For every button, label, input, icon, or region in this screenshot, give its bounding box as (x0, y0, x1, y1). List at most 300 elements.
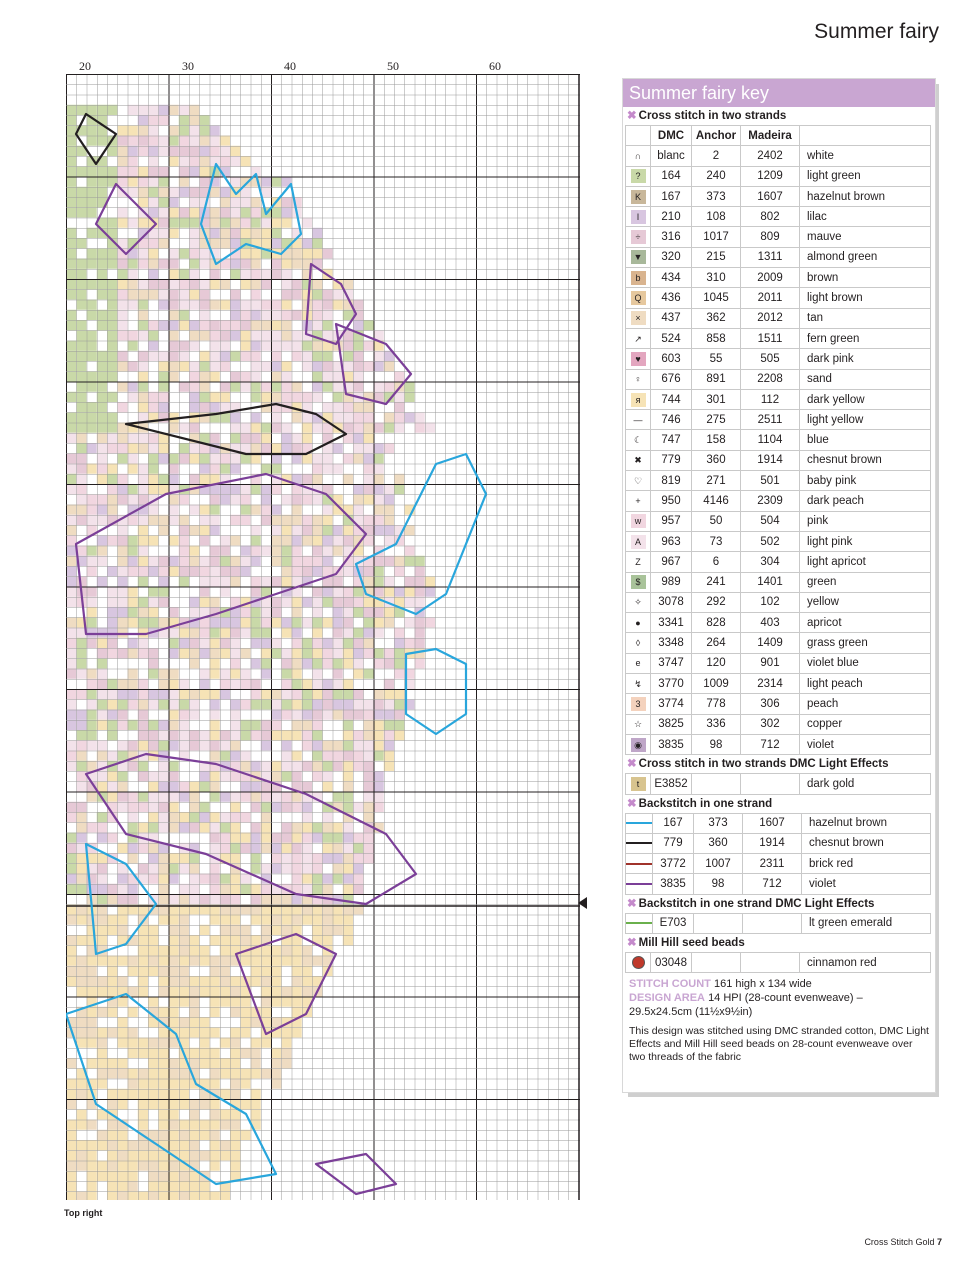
stitch-cell (148, 505, 158, 515)
stitch-cell (107, 1120, 117, 1130)
stitch-cell (322, 771, 332, 781)
stitch-cell (363, 720, 373, 730)
stitch-cell (333, 740, 343, 750)
stitch-cell (128, 597, 138, 607)
stitch-cell (169, 720, 179, 730)
stitch-cell (128, 1140, 138, 1150)
stitch-cell (240, 1079, 250, 1089)
dmc-cell: 437 (651, 308, 692, 328)
stitch-cell (199, 361, 209, 371)
stitch-cell (281, 658, 291, 668)
dmc-cell: 967 (651, 552, 692, 572)
stitch-cell (128, 1150, 138, 1160)
stitch-cell (76, 464, 86, 474)
stitch-cell (87, 986, 97, 996)
bead-code-cell: 03048 (651, 952, 692, 972)
stitch-cell (292, 648, 302, 658)
anchor-cell: 828 (692, 613, 741, 633)
stitch-cell (158, 402, 168, 412)
stitch-cell (97, 1079, 107, 1089)
stitch-cell (158, 371, 168, 381)
stitch-cell (210, 576, 220, 586)
center-marker-arrow-icon (578, 897, 587, 909)
stitch-cell (251, 279, 261, 289)
stitch-cell (230, 197, 240, 207)
stitch-cell (66, 1140, 76, 1150)
stitch-cell (107, 915, 117, 925)
stitch-cell (415, 576, 425, 586)
stitch-cell (210, 792, 220, 802)
stitch-cell (189, 320, 199, 330)
thread-symbol-cell (626, 430, 651, 450)
bead-symbol-cell (626, 952, 651, 972)
stitch-cell (199, 1038, 209, 1048)
stitch-cell (251, 546, 261, 556)
anchor-cell: 373 (694, 813, 743, 833)
stitch-cell (148, 966, 158, 976)
backstitch-line-icon (626, 822, 652, 824)
stitch-cell (179, 166, 189, 176)
stitch-cell (97, 515, 107, 525)
stitch-cell (220, 453, 230, 463)
stitch-cell (353, 361, 363, 371)
stitch-cell (230, 177, 240, 187)
stitch-cell (220, 915, 230, 925)
stitch-cell (158, 1120, 168, 1130)
stitch-cell (158, 812, 168, 822)
section-x-icon: ✖ (627, 897, 637, 910)
thread-symbol-cell (626, 410, 651, 430)
stitch-cell (76, 207, 86, 217)
stitch-cell (97, 894, 107, 904)
stitch-cell (240, 699, 250, 709)
stitch-cell (87, 597, 97, 607)
stitch-cell (66, 638, 76, 648)
stitch-cell (199, 371, 209, 381)
stitch-cell (107, 976, 117, 986)
stitch-cell (128, 218, 138, 228)
stitch-cell (107, 371, 117, 381)
stitch-cell (302, 812, 312, 822)
stitch-cell (97, 546, 107, 556)
stitch-cell (251, 915, 261, 925)
stitch-cell (199, 289, 209, 299)
stitch-cell (169, 464, 179, 474)
stitch-cell (66, 853, 76, 863)
stitch-cell (117, 751, 127, 761)
color-name-cell: blue (800, 430, 931, 450)
stitch-cell (158, 730, 168, 740)
stitch-cell (220, 146, 230, 156)
stitch-cell (333, 587, 343, 597)
stitch-cell (251, 792, 261, 802)
dmc-cell: 676 (651, 369, 692, 389)
stitch-cell (66, 1191, 76, 1200)
stitch-cell (97, 935, 107, 945)
stitch-cell (281, 310, 291, 320)
stitch-cell (76, 966, 86, 976)
stitch-cell (292, 945, 302, 955)
stitch-cell (148, 587, 158, 597)
stitch-cell (261, 833, 271, 843)
stitch-cell (117, 617, 127, 627)
stitch-cell (189, 1058, 199, 1068)
anchor-cell (692, 952, 741, 972)
stitch-cell (179, 925, 189, 935)
stitch-cell (117, 884, 127, 894)
stitch-cell (179, 443, 189, 453)
anchor-cell: 858 (692, 328, 741, 348)
stitch-cell (292, 628, 302, 638)
stitch-cell (271, 546, 281, 556)
stitch-cell (138, 105, 148, 115)
stitch-cell (292, 597, 302, 607)
thread-symbol-cell (626, 471, 651, 491)
stitch-cell (220, 997, 230, 1007)
stitch-cell (302, 945, 312, 955)
stitch-cell (158, 218, 168, 228)
stitch-cell (66, 966, 76, 976)
stitch-cell (292, 443, 302, 453)
stitch-cell (107, 433, 117, 443)
thread-symbol-icon: ∩ (631, 149, 646, 163)
stitch-cell (158, 740, 168, 750)
stitch-cell (158, 136, 168, 146)
stitch-cell (353, 607, 363, 617)
stitch-cell (138, 392, 148, 402)
stitch-cell (374, 556, 384, 566)
stitch-cell (363, 597, 373, 607)
stitch-cell (251, 689, 261, 699)
stitch-cell (251, 361, 261, 371)
stitch-cell (169, 669, 179, 679)
stitch-cell (271, 556, 281, 566)
stitch-cell (189, 597, 199, 607)
stitch-cell (292, 638, 302, 648)
stitch-cell (138, 843, 148, 853)
stitch-cell (220, 566, 230, 576)
stitch-cell (76, 1120, 86, 1130)
stitch-cell (138, 1109, 148, 1119)
stitch-cell (353, 638, 363, 648)
stitch-cell (271, 689, 281, 699)
stitch-cell (384, 720, 394, 730)
stitch-cell (353, 505, 363, 515)
color-name-cell: light apricot (800, 552, 931, 572)
stitch-cell (138, 566, 148, 576)
stitch-cell (251, 371, 261, 381)
stitch-cell (322, 546, 332, 556)
stitch-cell (261, 792, 271, 802)
stitch-cell (76, 341, 86, 351)
stitch-cell (117, 843, 127, 853)
madeira-cell (743, 913, 802, 933)
dmc-cell: E3852 (651, 774, 692, 794)
stitch-cell (179, 1140, 189, 1150)
color-name-cell: violet blue (800, 653, 931, 673)
stitch-cell (374, 464, 384, 474)
stitch-cell (363, 648, 373, 658)
stitch-cell (199, 679, 209, 689)
stitch-cell (281, 330, 291, 340)
backstitch-row (626, 813, 931, 833)
stitch-cell (138, 166, 148, 176)
stitch-cell (158, 1171, 168, 1181)
madeira-cell: 504 (741, 511, 800, 531)
stitch-cell (158, 351, 168, 361)
stitch-cell (210, 915, 220, 925)
stitch-cell (353, 433, 363, 443)
stitch-cell (261, 802, 271, 812)
stitch-cell (292, 310, 302, 320)
stitch-cell (343, 740, 353, 750)
stitch-cell (384, 382, 394, 392)
stitch-cell (240, 669, 250, 679)
thread-symbol-icon: × (631, 311, 646, 325)
stitch-cell (292, 382, 302, 392)
dmc-cell: 164 (651, 166, 692, 186)
stitch-cell (179, 853, 189, 863)
color-name-cell: apricot (800, 613, 931, 633)
stitch-cell (87, 546, 97, 556)
stitch-cell (240, 494, 250, 504)
stitch-cell (97, 464, 107, 474)
color-name-cell: hazelnut brown (800, 186, 931, 206)
stitch-cell (210, 843, 220, 853)
stitch-cell (66, 874, 76, 884)
stitch-cell (158, 863, 168, 873)
stitch-cell (158, 474, 168, 484)
thread-row (626, 491, 931, 511)
stitch-cell (169, 986, 179, 996)
anchor-cell: 360 (692, 450, 741, 470)
stitch-cell (302, 351, 312, 361)
stitch-cell (322, 464, 332, 474)
dmc-cell: 3348 (651, 633, 692, 653)
stitch-cell (179, 935, 189, 945)
beads-table (625, 952, 931, 973)
stitch-cell (117, 1140, 127, 1150)
stitch-cell (261, 1007, 271, 1017)
stitch-cell (117, 710, 127, 720)
stitch-cell (107, 956, 117, 966)
stitch-cell (169, 781, 179, 791)
stitch-cell (312, 833, 322, 843)
stitch-cell (107, 494, 117, 504)
stitch-cell (189, 638, 199, 648)
madeira-cell: 1914 (741, 450, 800, 470)
stitch-cell (230, 382, 240, 392)
stitch-cell (158, 720, 168, 730)
stitch-cell (230, 218, 240, 228)
stitch-cell (179, 207, 189, 217)
stitch-cell (97, 453, 107, 463)
stitch-cell (210, 207, 220, 217)
dmc-cell: 744 (651, 389, 692, 409)
stitch-cell (312, 956, 322, 966)
stitch-cell (271, 576, 281, 586)
stitch-cell (343, 412, 353, 422)
stitch-cell (169, 259, 179, 269)
stitch-cell (117, 361, 127, 371)
stitch-cell (240, 1007, 250, 1017)
stitch-cell (87, 587, 97, 597)
stitch-cell (148, 669, 158, 679)
stitch-cell (179, 997, 189, 1007)
stitch-cell (251, 1099, 261, 1109)
stitch-cell (322, 351, 332, 361)
stitch-cell (261, 433, 271, 443)
stitch-cell (158, 259, 168, 269)
stitch-cell (128, 884, 138, 894)
stitch-cell (312, 289, 322, 299)
stitch-cell (343, 822, 353, 832)
stitch-cell (261, 925, 271, 935)
stitch-cell (292, 515, 302, 525)
stitch-cell (230, 812, 240, 822)
stitch-cell (179, 1017, 189, 1027)
stitch-cell (199, 382, 209, 392)
stitch-cell (148, 956, 158, 966)
thread-symbol-icon: ◊ (631, 636, 646, 650)
stitch-cell (281, 259, 291, 269)
thread-row (626, 450, 931, 470)
stitch-cell (281, 361, 291, 371)
stitch-cell (97, 279, 107, 289)
stitch-cell (302, 699, 312, 709)
stitch-cell (107, 638, 117, 648)
anchor-cell: 778 (692, 694, 741, 714)
stitch-cell (384, 699, 394, 709)
stitch-cell (281, 535, 291, 545)
stitch-cell (169, 556, 179, 566)
stitch-cell (158, 1048, 168, 1058)
stitch-cell (148, 566, 158, 576)
madeira-cell: 2208 (741, 369, 800, 389)
stitch-cell (179, 945, 189, 955)
stitch-cell (107, 792, 117, 802)
stitch-cell (271, 956, 281, 966)
stitch-cell (210, 966, 220, 976)
stitch-cell (312, 699, 322, 709)
stitch-cell (261, 945, 271, 955)
stitch-cell (179, 351, 189, 361)
stitch-cell (128, 986, 138, 996)
stitch-cell (189, 1007, 199, 1017)
stitch-cell (261, 218, 271, 228)
stitch-cell (240, 433, 250, 443)
stitch-cell (117, 289, 127, 299)
stitch-cell (353, 730, 363, 740)
stitch-cell (415, 423, 425, 433)
thread-symbol-cell (626, 552, 651, 572)
stitch-cell (66, 915, 76, 925)
stitch-cell (138, 330, 148, 340)
stitch-cell (138, 628, 148, 638)
stitch-cell (199, 248, 209, 258)
stitch-cell (97, 412, 107, 422)
stitch-cell (138, 679, 148, 689)
stitch-cell (271, 351, 281, 361)
stitch-cell (384, 730, 394, 740)
thread-symbol-icon: ♡ (631, 474, 646, 488)
stitch-cell (251, 207, 261, 217)
stitch-cell (220, 638, 230, 648)
color-name-cell: baby pink (800, 471, 931, 491)
stitch-cell (179, 494, 189, 504)
stitch-cell (138, 699, 148, 709)
stitch-cell (230, 146, 240, 156)
stitch-cell (271, 535, 281, 545)
stitch-cell (76, 238, 86, 248)
stitch-cell (138, 638, 148, 648)
stitch-cell (312, 392, 322, 402)
stitch-cell (97, 679, 107, 689)
stitch-cell (199, 515, 209, 525)
stitch-cell (199, 1048, 209, 1058)
stitch-cell (220, 187, 230, 197)
stitch-cell (240, 1027, 250, 1037)
stitch-cell (374, 423, 384, 433)
stitch-cell (189, 259, 199, 269)
stitch-cell (97, 689, 107, 699)
stitch-cell (271, 607, 281, 617)
stitch-cell (66, 341, 76, 351)
stitch-cell (169, 956, 179, 966)
stitch-cell (179, 177, 189, 187)
stitch-cell (292, 505, 302, 515)
stitch-cell (292, 956, 302, 966)
stitch-cell (179, 966, 189, 976)
madeira-cell: 1511 (741, 328, 800, 348)
stitch-cell (66, 412, 76, 422)
stitch-cell (117, 781, 127, 791)
stitch-cell (343, 535, 353, 545)
stitch-cell (240, 228, 250, 238)
thread-symbol-icon: ↗ (631, 332, 646, 346)
stitch-cell (107, 628, 117, 638)
anchor-column-header: Anchor (692, 126, 741, 146)
stitch-cell (322, 402, 332, 412)
stitch-cell (251, 699, 261, 709)
stitch-cell (425, 576, 435, 586)
thread-row (626, 674, 931, 694)
stitch-cell (333, 863, 343, 873)
thread-symbol-cell (626, 349, 651, 369)
stitch-cell (199, 1191, 209, 1200)
stitch-cell (322, 679, 332, 689)
stitch-cell (199, 781, 209, 791)
stitch-cell (333, 382, 343, 392)
stitch-cell (220, 1038, 230, 1048)
stitch-cell (97, 751, 107, 761)
stitch-cell (138, 1089, 148, 1099)
stitch-cell (261, 638, 271, 648)
thread-row (626, 531, 931, 551)
stitch-cell (363, 833, 373, 843)
stitch-cell (66, 720, 76, 730)
stitch-cell (210, 874, 220, 884)
stitch-cell (312, 474, 322, 484)
stitch-cell (374, 515, 384, 525)
stitch-cell (210, 669, 220, 679)
stitch-cell (128, 136, 138, 146)
stitch-cell (271, 710, 281, 720)
stitch-cell (240, 566, 250, 576)
stitch-cell (169, 689, 179, 699)
stitch-cell (138, 689, 148, 699)
stitch-cell (189, 371, 199, 381)
